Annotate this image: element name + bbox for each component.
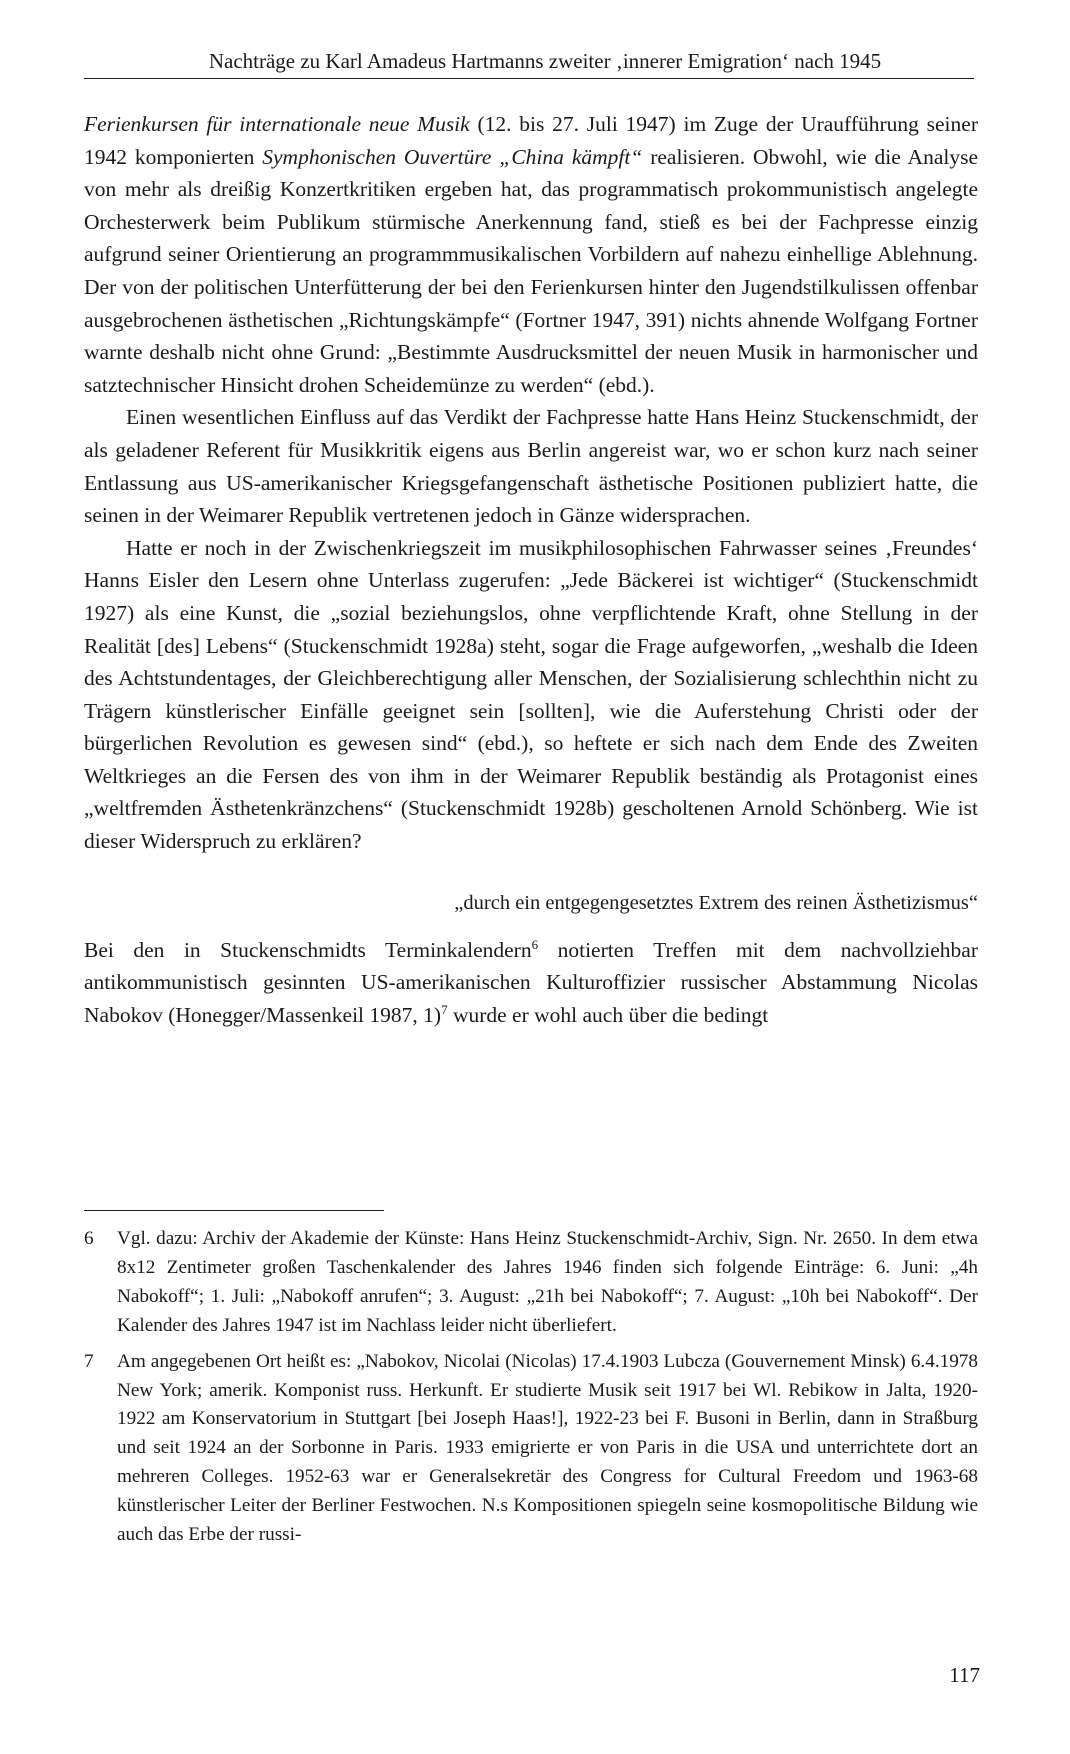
header-rule: [84, 78, 974, 79]
section-motto: „durch ein entgegengesetztes Extrem des reinen Ästhetizismus“: [454, 891, 978, 914]
running-head: Nachträge zu Karl Amadeus Hartmanns zweiter ‚innerer Emigration‘ nach 1945: [208, 49, 882, 73]
paragraph-eisler: Hatte er noch in der Zwischenkriegszeit im musikphilosophischen Fahrwasser seines ‚Freundes‘ Hanns Eisler den Lesern ohne Unterlass zugerufen: „Jede Bäckerei ist wichtiger“ (Stuckenschmidt 1927) als eine Kunst, die „sozial beziehungslos, ohne verpflichtende Kraft, ohne Stellung in der Realität [des] Lebens“ (Stuckenschmidt 1928a) steht, sogar die Frage aufgeworfen, „weshalb die Ideen des Achtstundentages, der Gleichberechtigung aller Menschen, der Sozialisierung schlechthin nicht zu Trägern künstlerischer Einfälle geeignet sein [sollten], wie die Auferstehung Christi oder der bürgerlichen Revolution es gewesen sind“ (ebd.), so heftete er sich nach dem Ende des Zweiten Weltkrieges an die Fersen des von ihm in der Weimarer Republik beständig als Protagonist eines „weltfremden Ästhetenkränzchens“ (Stuckenschmidt 1928b) gescholtenen Arnold Schönberg. Wie ist dieser Widerspruch zu erklären?: [84, 535, 978, 854]
footnote-number: 6: [84, 1228, 94, 1249]
paragraph-continuation: [84, 108, 978, 401]
page-number: 117: [949, 1663, 980, 1687]
footnote-ref-7[interactable]: 7: [441, 1001, 448, 1017]
footnote-text: Vgl. dazu: Archiv der Akademie der Künste: Hans Heinz Stuckenschmidt-Archiv, Sign. Nr. 2650. In dem etwa 8x12 Zentimeter großen Taschenkalender des Jahres 1946 finden sich folgende Einträge: 6. Juni: „4h Nabokoff“; 1. Juli: „Nabokoff anrufen“; 3. August: „21h bei Nabokoff“; 7. August: „10h bei Nabokoff“. Der Kalender des Jahres 1947 ist im Nachlass leider nicht überliefert.: [117, 1228, 978, 1336]
footnote-ref-6[interactable]: 6: [531, 936, 539, 952]
paragraph-text: notierten Treffen mit dem nachvollziehbar antikommunistisch gesinnten US-amerikanischen Kulturoffizier russischer Abstammung Nicolas Nabokov (Honegger/Massenkeil 1987, 1): [84, 937, 978, 1027]
footnote-7: [84, 1348, 978, 1550]
paragraph-text: (12. bis 27. Juli 1947) im Zuge der Uraufführung seiner 1942 komponierten: [84, 112, 978, 169]
paragraph-text: realisieren. Obwohl, wie die Analyse von mehr als dreißig Konzertkritiken ergeben hat, das programmatisch prokommunistisch angelegte Orchesterwerk beim Publikum stürmische Anerkennung fand, stieß es bei der Fachpresse einzig aufgrund seiner Orientierung an programmmusikalischen Vorbildern auf nahezu einhellige Ablehnung. Der von der politischen Unterfütterung der bei den Ferienkursen hinter den Jugendstilkulissen offenbar ausgebrochenen ästhetischen „Richtungskämpfe“ (Fortner 1947, 391) nichts ahnende Wolfgang Fortner warnte deshalb nicht ohne Grund: „Bestimmte Ausdrucksmittel der neuen Musik in harmonischer und satztechnischer Hinsicht drohen Scheidemünze zu werden“ (ebd.).: [84, 144, 978, 397]
footnote-number: 7: [84, 1350, 94, 1372]
footnote-text: Am angegebenen Ort heißt es: „Nabokov, Nicolai (Nicolas) 17.4.1903 Lubcza (Gouvernement Minsk) 6.4.1978 New York; amerik. Komponist russ. Herkunft. Er studierte Musik seit 1917 bei Wl. Rebikow in Jalta, 1920-1922 am Konservatorium in Stuttgart [bei Joseph Haas!], 1922-23 bei F. Busoni in Berlin, dann in Straßburg und seit 1924 an der Sorbonne in Paris. 1933 emigrierte er von Paris in die USA und unterrichtete dort an mehreren Colleges. 1952-63 war er Generalsekretär des Congress for Cultural Freedom und 1963-68 künstlerischer Leiter der Berliner Festwochen. N.s Kompositionen spiegeln seine kosmopolitische Bildung wie auch das Erbe der russi-: [117, 1350, 978, 1546]
paragraph-nabokov: [84, 934, 978, 1032]
italic-title-ouverture: Symphonischen Ouvertüre „China kämpft“: [262, 144, 643, 169]
footnotes: [84, 1225, 978, 1557]
paragraph-stuckenschmidt: Einen wesentlichen Einfluss auf das Verdikt der Fachpresse hatte Hans Heinz Stuckenschmidt, der als geladener Referent für Musikkritik eigens aus Berlin angereist war, wo er schon kurz nach seiner Entlassung aus US-amerikanischer Kriegsgefangenschaft ästhetische Positionen publiziert hatte, die seinen in der Weimarer Republik vertretenen jedoch in Gänze widersprachen.: [84, 405, 978, 528]
footnote-rule: [84, 1210, 384, 1211]
italic-title-ferienkurse: Ferienkursen für internationale neue Musik: [84, 112, 470, 136]
body-text: [84, 108, 978, 1031]
footnote-6: [84, 1225, 978, 1341]
paragraph-text: wurde er wohl auch über die bedingt: [447, 1002, 769, 1027]
paragraph-text: Bei den in Stuckenschmidts Terminkalendern: [84, 937, 532, 962]
